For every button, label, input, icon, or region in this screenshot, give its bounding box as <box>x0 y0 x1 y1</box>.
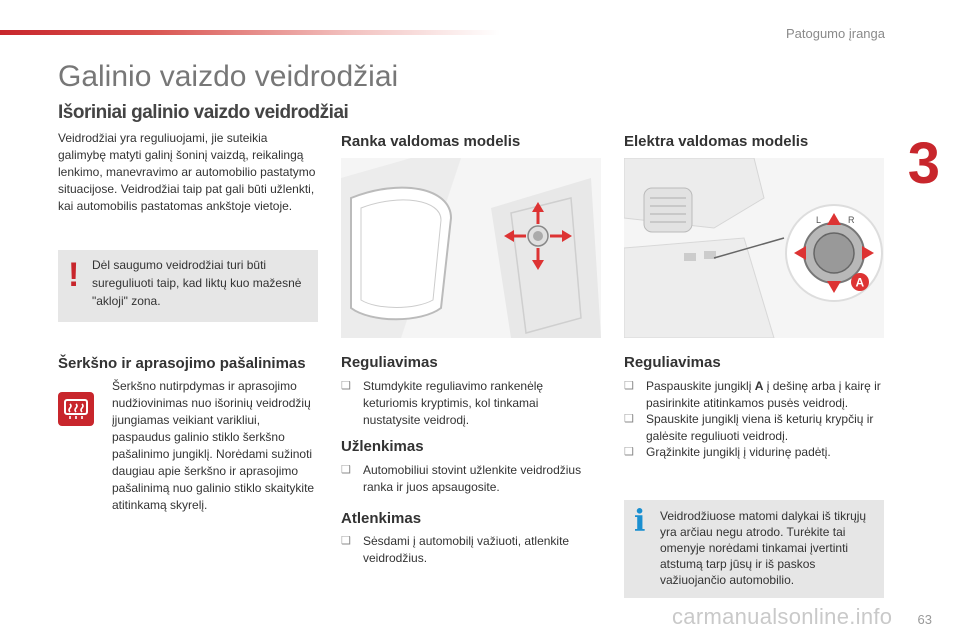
chapter-number: 3 <box>907 131 940 196</box>
square-bullet-icon: ❑ <box>341 535 351 547</box>
square-bullet-icon: ❑ <box>624 446 634 458</box>
square-bullet-icon: ❑ <box>624 380 634 392</box>
electric-switch-illustration <box>624 158 884 338</box>
section-label: Patogumo įranga <box>785 26 885 41</box>
electric-item: ❑ Grąžinkite jungiklį į vidurinę padėtį. <box>624 445 831 459</box>
svg-text:L: L <box>816 215 822 225</box>
square-bullet-icon: ❑ <box>341 464 351 476</box>
info-icon: i <box>634 504 646 539</box>
info-text: Veidrodžiuose matomi dalykai iš tikrųjų yra arčiau negu atrodo. Turėkite tai omenyje norėdami tinkamai įvertinti atstumą tarp jūsų ir iš paskos važiuojančio automobilio. <box>660 509 867 587</box>
intro-paragraph: Veidrodžiai yra reguliuojami, jie suteikia galimybę matyti galinį šoninį vaizdą, reikalingą lenkimo, manevravimo ar automobilio pastatymo situacijose. Veidrodžiai taip pat gali būti užlenkti, kai automobilis pastatomas ankštoje vietoje. <box>58 131 316 213</box>
rear-defrost-icon <box>58 392 94 426</box>
warning-icon: ! <box>68 256 80 294</box>
manual-adjust-item: ❑ Stumdykite reguliavimo rankenėlę keturiomis kryptimis, kol tinkamai nustatysite veidrodį. <box>341 379 544 427</box>
manual-heading: Ranka valdomas modelis <box>341 133 521 150</box>
electric-item: ❑ Paspauskite jungiklį A į dešinę arba į kairę ir pasirinkite atitinkamos pusės veidrodį. <box>624 379 881 410</box>
square-bullet-icon: ❑ <box>624 413 634 425</box>
manual-adjust-heading: Reguliavimas <box>341 354 438 371</box>
page-subtitle: Išoriniai galinio vaizdo veidrodžiai <box>58 102 349 123</box>
warning-text: Dėl saugumo veidrodžiai turi būti sureguliuoti taip, kad liktų kuo mažesnė "akloji" zona. <box>92 258 302 308</box>
electric-heading: Elektra valdomas modelis <box>624 133 809 150</box>
svg-text:R: R <box>848 215 855 225</box>
electric-item: ❑ Spauskite jungiklį viena iš keturių krypčių ir galėsite reguliuoti veidrodį. <box>624 412 874 443</box>
defrost-text: Šerkšno nutirpdymas ir aprasojimo nudžiovinimas nuo išorinių veidrodžių įjungiamas veikiant varikliui, paspaudus galinio stiklo šerkšno pašalinimo jungiklį. Norėdami sužinoti daugiau apie šerkšno ir aprasojimo pašalinimą nuo galinio stiklo skaitykite atitinkamą skyrelį. <box>112 379 315 512</box>
watermark: carmanualsonline.info <box>672 604 893 629</box>
header-accent-bar <box>0 30 500 35</box>
manual-mirror-illustration <box>341 158 601 338</box>
warning-box <box>58 250 318 322</box>
manual-unfold-item: ❑ Sėsdami į automobilį važiuoti, atlenkite veidrodžius. <box>341 534 570 565</box>
page-number: 63 <box>917 612 932 627</box>
defrost-heading: Šerkšno ir aprasojimo pašalinimas <box>58 355 306 372</box>
manual-fold-heading: Užlenkimas <box>341 438 424 455</box>
callout-a-label: A <box>855 275 865 290</box>
manual-unfold-heading: Atlenkimas <box>341 510 422 527</box>
manual-fold-item: ❑ Automobiliui stovint užlenkite veidrodžius ranka ir juos apsaugosite. <box>341 463 582 494</box>
square-bullet-icon: ❑ <box>341 380 351 392</box>
page-title: Galinio vaizdo veidrodžiai <box>58 60 399 93</box>
info-box <box>624 500 884 598</box>
electric-adjust-heading: Reguliavimas <box>624 354 721 371</box>
